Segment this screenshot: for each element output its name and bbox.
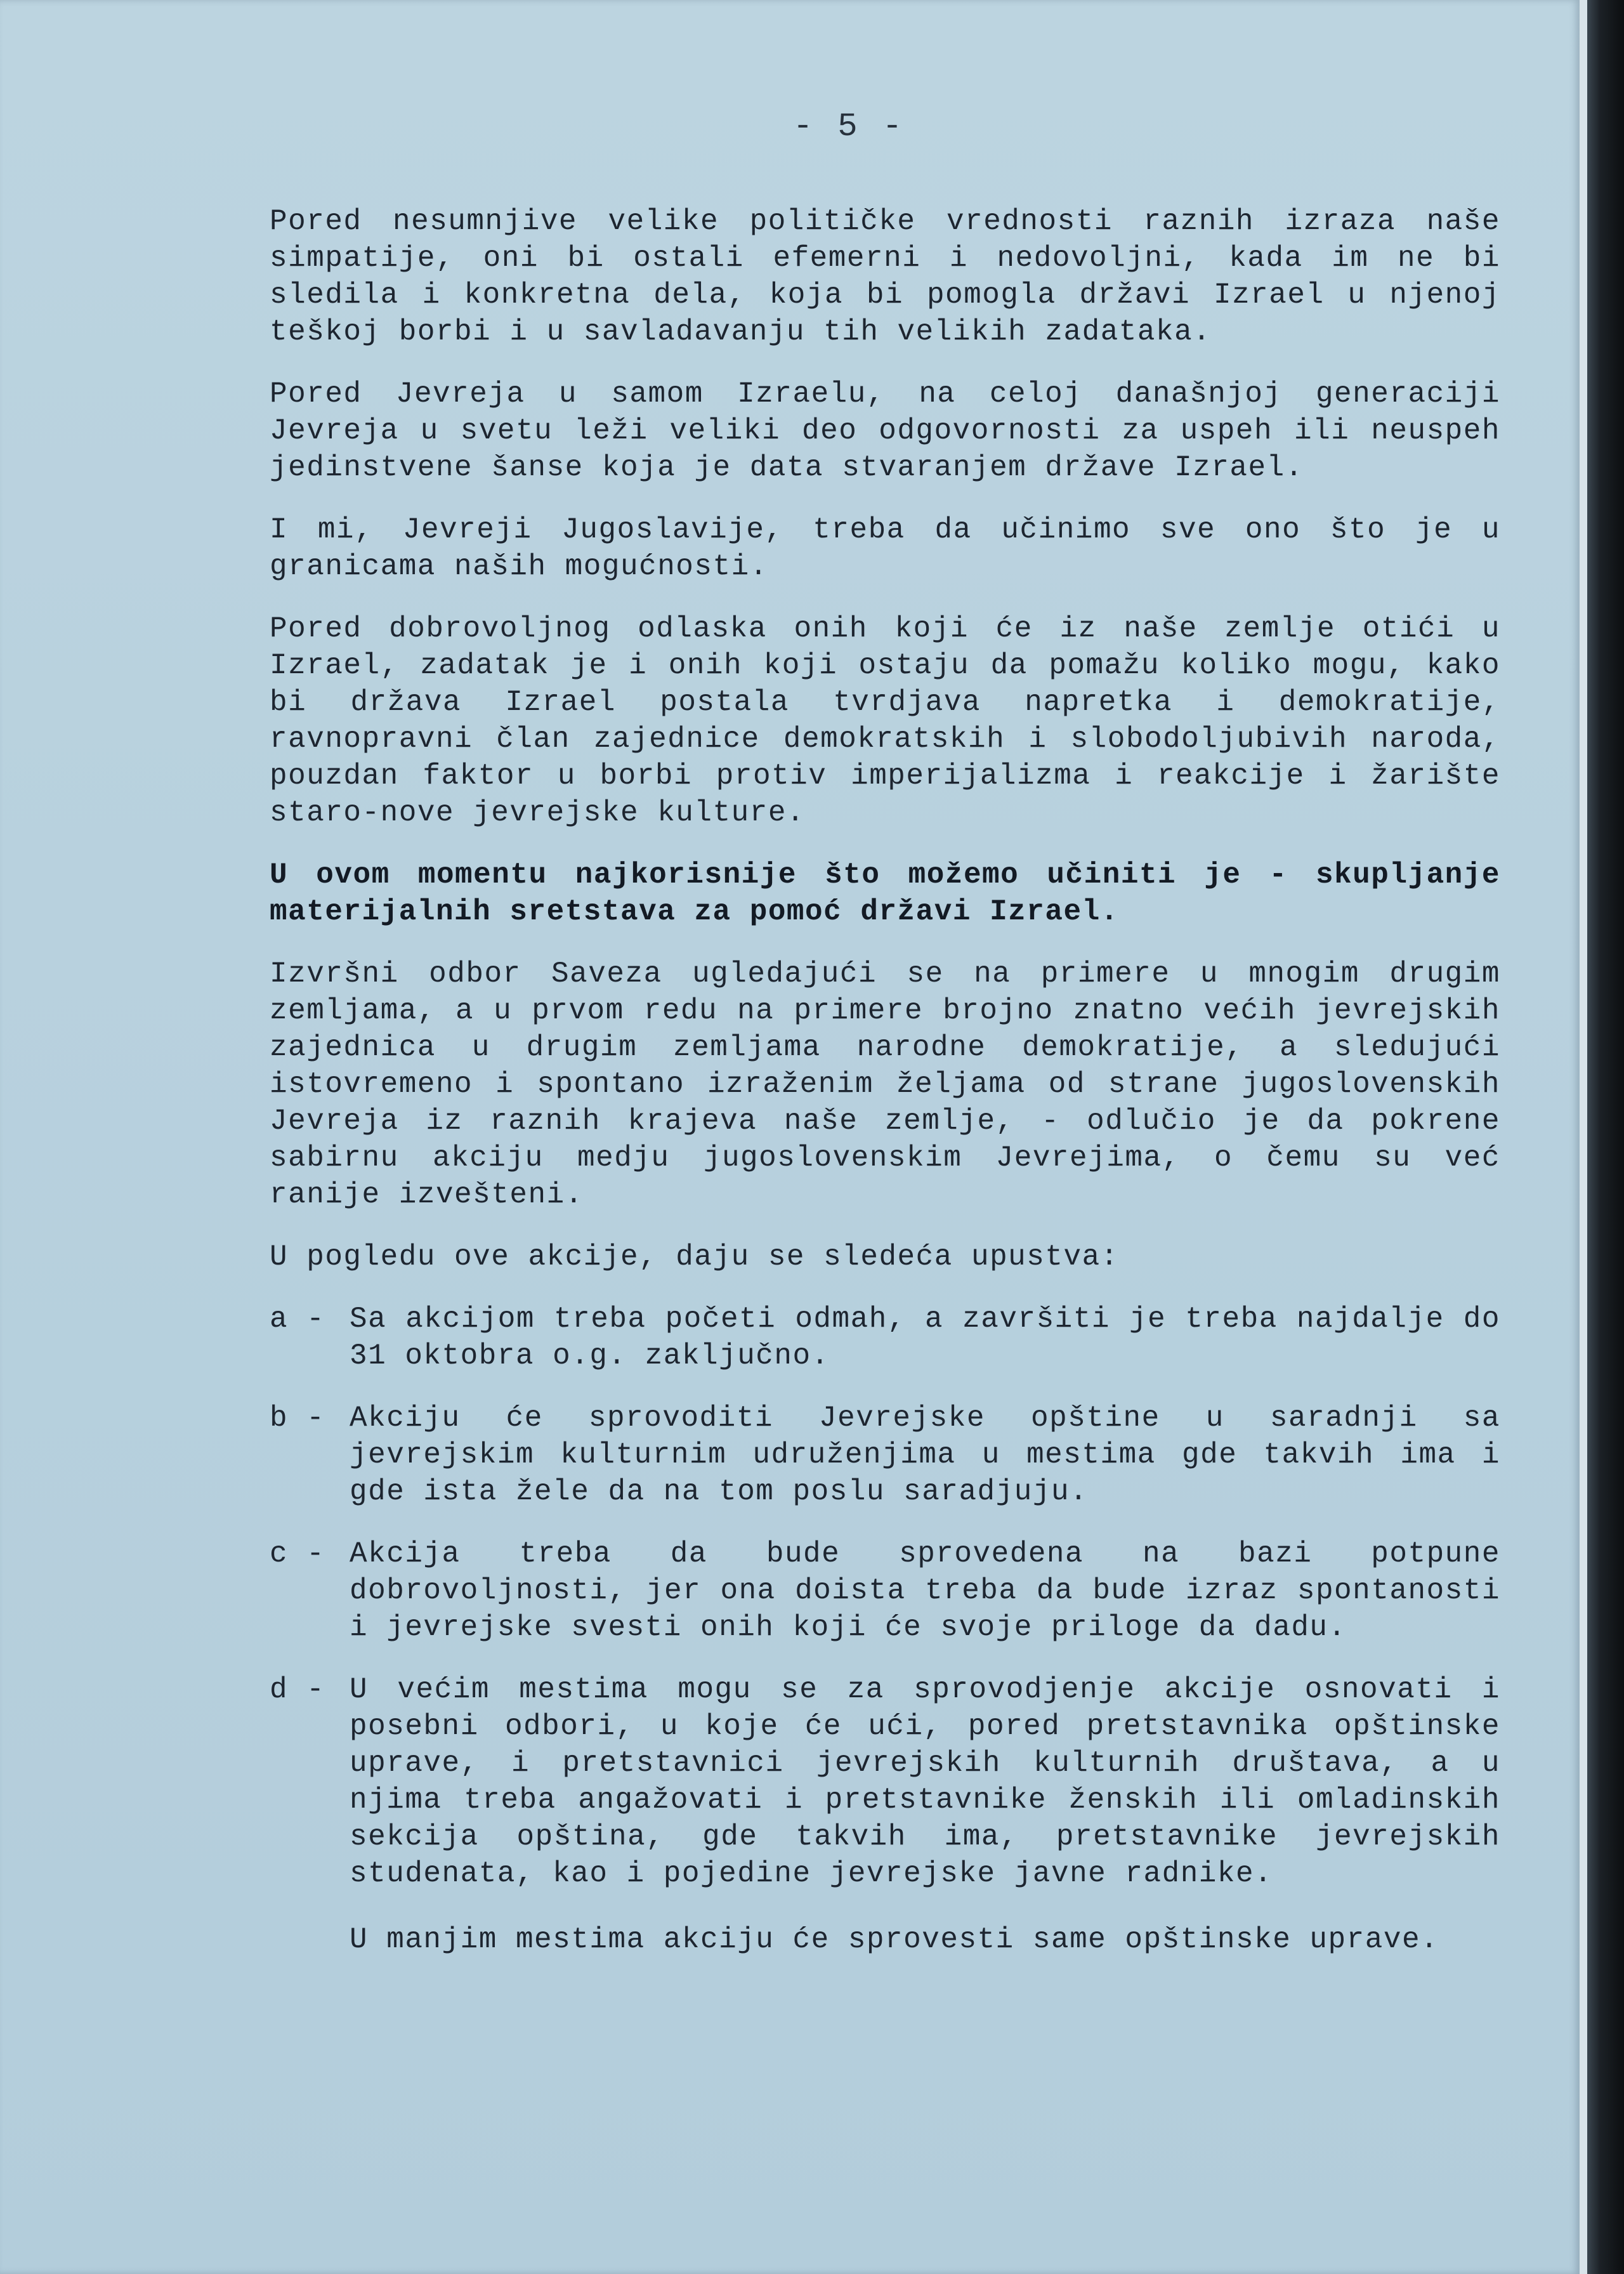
list-item-text: Sa akcijom treba početi odmah, a završiti je treba najdalje do 31 oktobra o.g. zaključno. xyxy=(350,1303,1500,1372)
paragraph-4: Pored dobrovoljnog odlaska onih koji će iz naše zemlje otići u Izrael, zadatak je i onih koji ostaju da pomažu koliko mogu, kako bi država Izrael postala tvrdjava napretka i demokratije, ravnopravni član zajednice demokratskih i slobodoljubivih naroda, pouzdan faktor u borbi protiv imperijalizma i reakcije i žarište staro-nove jevrejske kulture. xyxy=(270,612,1500,829)
paragraph-2: Pored Jevreja u samom Izraelu, na celoj današnjoj generaciji Jevreja u svetu leži veliki deo odgovornosti za uspeh ili neuspeh jedinstvene šanse koja je data stvaranjem države Izrael. xyxy=(270,378,1500,484)
list-item-b xyxy=(270,1400,1500,1510)
list-item-d xyxy=(270,1671,1500,1892)
paragraph-3: I mi, Jevreji Jugoslavije, treba da učinimo sve ono što je u granicama naših mogućnosti. xyxy=(270,513,1500,583)
paragraph-5: U ovom momentu najkorisnije što možemo učiniti je - skupljanje materijalnih sretstava za pomoć državi Izrael. xyxy=(270,858,1500,928)
list-marker: d - xyxy=(270,1673,325,1706)
list-marker: c - xyxy=(270,1537,325,1570)
closing-paragraph: U manjim mestima akciju će sprovesti same opštinske uprave. xyxy=(350,1923,1439,1956)
paragraph-7: U pogledu ove akcije, daju se sledeća upustva: xyxy=(270,1240,1119,1273)
scanner-border xyxy=(1587,0,1624,2274)
paragraph-6: Izvršni odbor Saveza ugledajući se na primere u mnogim drugim zemljama, a u prvom redu na primere brojno znatno većih jevrejskih zajednica u drugim zemljama narodne demokratije, a sledujući istovremeno i spontano izraženim željama od strane jugoslovenskih Jevreja iz raznih krajeva naše zemlje, - odlučio je da pokrene sabirnu akciju medju jugoslovenskim Jevrejima, o čemu su već ranije izvešteni. xyxy=(270,957,1500,1211)
paragraph-1: Pored nesumnjive velike političke vrednosti raznih izraza naše simpatije, oni bi ostali efemerni i nedovoljni, kada im ne bi sledila i konkretna dela, koja bi pomogla državi Izrael u njenoj teškoj borbi i u savladavanju tih velikih zadataka. xyxy=(270,205,1500,348)
list-item-a xyxy=(270,1301,1500,1374)
page-number: - 5 - xyxy=(793,108,905,145)
list-marker: b - xyxy=(270,1402,325,1435)
document-body xyxy=(270,203,1500,1987)
list-marker: a - xyxy=(270,1303,325,1336)
list-item-c xyxy=(270,1535,1500,1646)
list-item-text: Akciju će sprovoditi Jevrejske opštine u saradnji sa jevrejskim kulturnim udruženjima u mestima gde takvih ima i gde ista žele da na tom poslu saradjuju. xyxy=(350,1402,1500,1508)
list-item-text: Akcija treba da bude sprovedena na bazi potpune dobrovoljnosti, jer ona doista treba da bude izraz spontanosti i jevrejske svesti onih koji će svoje priloge da dadu. xyxy=(350,1537,1500,1644)
list-item-text: U većim mestima mogu se za sprovodjenje akcije osnovati i posebni odbori, u koje će ući, pored pretstavnika opštinske uprave, i pretstavnici jevrejskih kulturnih društava, a u njima treba angažovati i pretstavnike ženskih ili omladinskih sekcija opština, gde takvih ima, pretstavnike jevrejskih studenata, kao i pojedine jevrejske javne radnike. xyxy=(350,1673,1500,1890)
